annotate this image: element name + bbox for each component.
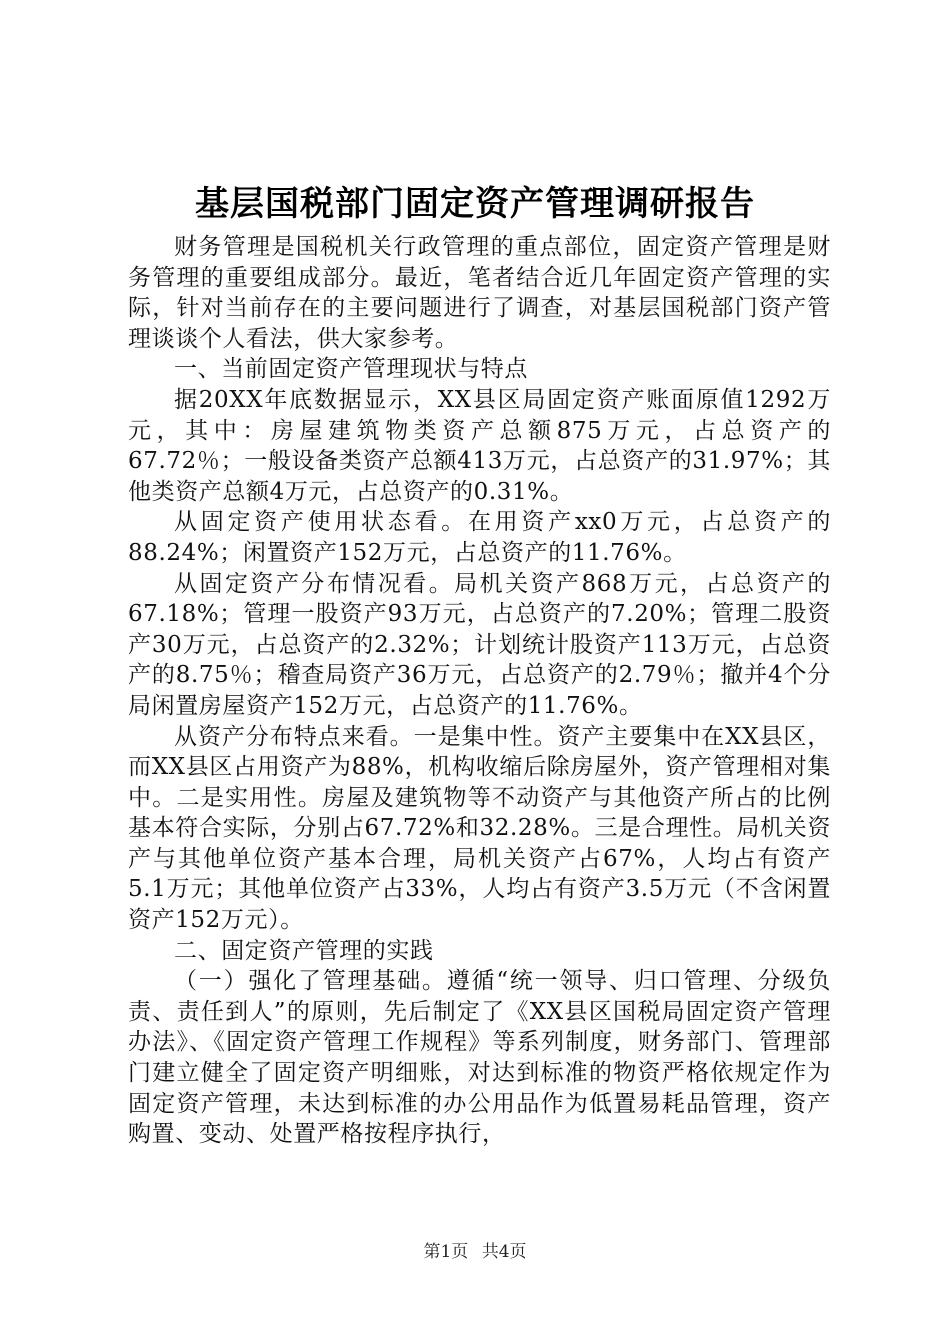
paragraph: 据20XX年底数据显示，XX县区局固定资产账面原值1292万元，其中：房屋建筑物类资产总额875万元，占总资产的67.72％；一般设备类资产总额413万元，占总资产的31.97%；其他类资产总额4万元，占总资产的0.31%。 — [128, 386, 831, 505]
document-title: 基层国税部门固定资产管理调研报告 — [195, 184, 755, 224]
page-total: 共4页 — [481, 1242, 527, 1262]
document-body — [128, 232, 831, 1150]
section-heading: 二、固定资产管理的实践 — [174, 937, 434, 964]
section-heading: 一、当前固定资产管理现状与特点 — [174, 356, 528, 383]
paragraph: 从资产分布特点来看。一是集中性。资产主要集中在XX县区，而XX县区占用资产为88%，机构收缩后除房屋外，资产管理相对集中。二是实用性。房屋及建筑物等不动资产与其他资产所占的比例基本符合实际，分别占67.72%和32.28%。三是合理性。局机关资产与其他单位资产基本合理，局机关资产占67%，人均占有资产5.1万元；其他单位资产占33%，人均占有资产3.5万元（不含闲置资产152万元）。 — [128, 723, 831, 934]
paragraph: 从固定资产使用状态看。在用资产xx0万元，占总资产的88.24%；闲置资产152万元，占总资产的11.76%。 — [128, 509, 831, 566]
paragraph: （一）强化了管理基础。遵循“统一领导、归口管理、分级负责、责任到人”的原则，先后制定了《XX县区国税局固定资产管理办法》、《固定资产管理工作规程》等系列制度，财务部门、管理部门建立健全了固定资产明细账，对达到标准的物资严格依规定作为固定资产管理，未达到标准的办公用品作为低置易耗品管理，资产购置、变动、处置严格按程序执行， — [128, 968, 831, 1148]
paragraph: 财务管理是国税机关行政管理的重点部位，固定资产管理是财务管理的重要组成部分。最近，笔者结合近几年固定资产管理的实际，针对当前存在的主要问题进行了调查，对基层国税部门资产管理谈谈个人看法，供大家参考。 — [128, 234, 831, 352]
page-number: 第1页 — [423, 1242, 469, 1262]
page-footer — [0, 1240, 950, 1264]
paragraph: 从固定资产分布情况看。局机关资产868万元，占总资产的67.18%；管理一股资产93万元，占总资产的7.20%；管理二股资产30万元，占总资产的2.32%；计划统计股资产113万元，占总资产的8.75％；稽查局资产36万元，占总资产的2.79％；撤并4个分局闲置房屋资产152万元，占总资产的11.76%。 — [128, 570, 831, 719]
